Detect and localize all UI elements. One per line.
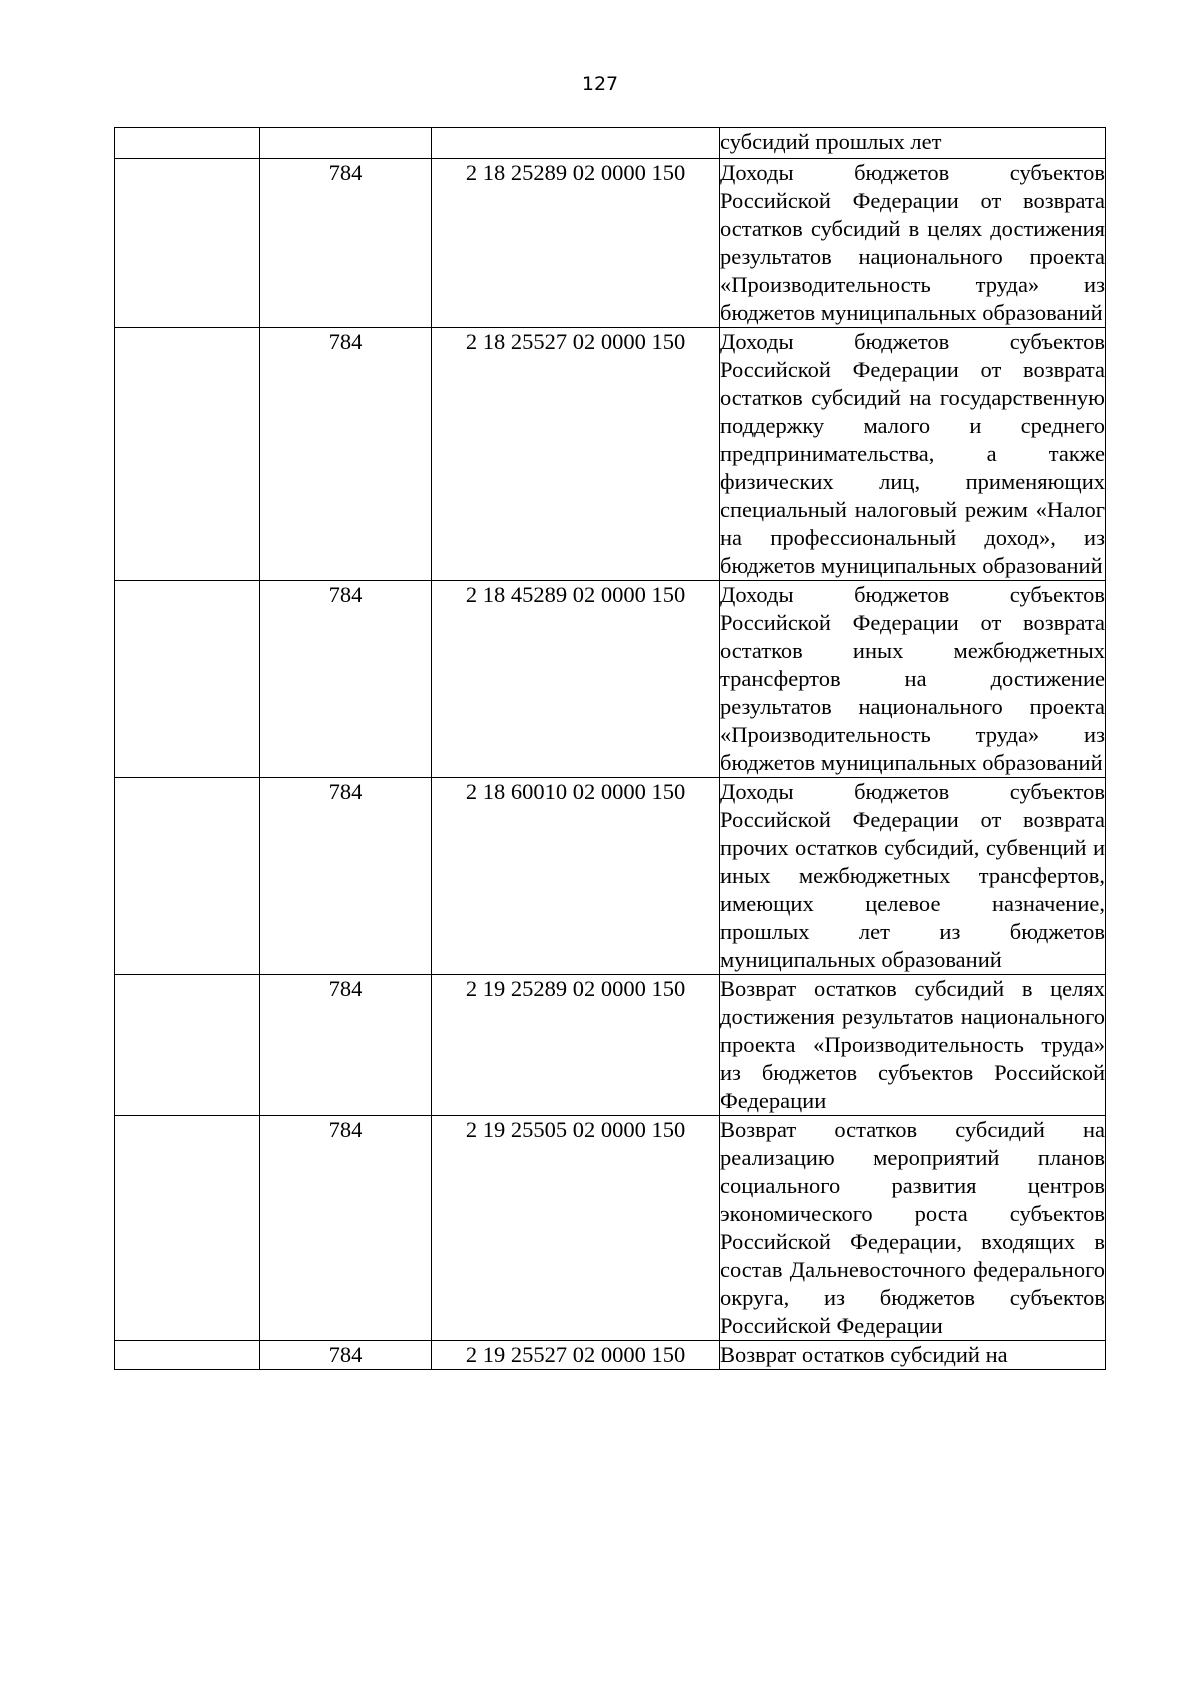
admin-code-cell: 784: [260, 581, 432, 778]
admin-code-cell: 784: [260, 1116, 432, 1341]
empty-cell: [115, 1341, 260, 1370]
table-row: [115, 1116, 1106, 1341]
continuation-text-cell: субсидий прошлых лет: [720, 128, 1106, 159]
empty-cell: [115, 1116, 260, 1341]
empty-cell: [115, 975, 260, 1116]
empty-cell: [115, 128, 260, 159]
empty-cell: [115, 328, 260, 581]
budget-code-cell: 2 19 25527 02 0000 150: [432, 1341, 720, 1370]
table-row: [115, 581, 1106, 778]
description-cell: Доходы бюджетов субъектов Российской Федерации от возврата остатков субсидий в целях достижения результатов национального проекта «Производительность труда» из бюджетов муниципальных образований: [720, 159, 1106, 328]
table-row: [115, 328, 1106, 581]
table-row: [115, 975, 1106, 1116]
description-cell: Возврат остатков субсидий в целях достижения результатов национального проекта «Производительность труда» из бюджетов субъектов Российской Федерации: [720, 975, 1106, 1116]
description-cell: Доходы бюджетов субъектов Российской Федерации от возврата прочих остатков субсидий, субвенций и иных межбюджетных трансфертов, имеющих целевое назначение, прошлых лет из бюджетов муниципальных образований: [720, 778, 1106, 975]
empty-cell: [115, 778, 260, 975]
budget-code-cell: 2 19 25505 02 0000 150: [432, 1116, 720, 1341]
table-row: [115, 128, 1106, 159]
page-number: 127: [581, 73, 619, 95]
description-cell: Доходы бюджетов субъектов Российской Федерации от возврата остатков субсидий на государственную поддержку малого и среднего предпринимательства, а также физических лиц, применяющих специальный налоговый режим «Налог на профессиональный доход», из бюджетов муниципальных образований: [720, 328, 1106, 581]
table-row: [115, 1341, 1106, 1370]
empty-cell: [260, 128, 432, 159]
budget-code-cell: 2 18 25527 02 0000 150: [432, 328, 720, 581]
empty-cell: [115, 581, 260, 778]
budget-code-cell: 2 18 45289 02 0000 150: [432, 581, 720, 778]
empty-cell: [432, 128, 720, 159]
description-cell: Возврат остатков субсидий на: [720, 1341, 1106, 1370]
admin-code-cell: 784: [260, 778, 432, 975]
budget-code-cell: 2 19 25289 02 0000 150: [432, 975, 720, 1116]
empty-cell: [115, 159, 260, 328]
table-row: [115, 778, 1106, 975]
admin-code-cell: 784: [260, 159, 432, 328]
admin-code-cell: 784: [260, 328, 432, 581]
description-cell: Доходы бюджетов субъектов Российской Федерации от возврата остатков иных межбюджетных трансфертов на достижение результатов национального проекта «Производительность труда» из бюджетов муниципальных образований: [720, 581, 1106, 778]
budget-code-cell: 2 18 25289 02 0000 150: [432, 159, 720, 328]
admin-code-cell: 784: [260, 975, 432, 1116]
budget-codes-table: [114, 127, 1106, 1370]
description-cell: Возврат остатков субсидий на реализацию мероприятий планов социального развития центров экономического роста субъектов Российской Федерации, входящих в состав Дальневосточного федерального округа, из бюджетов субъектов Российской Федерации: [720, 1116, 1106, 1341]
table-row: [115, 159, 1106, 328]
admin-code-cell: 784: [260, 1341, 432, 1370]
budget-code-cell: 2 18 60010 02 0000 150: [432, 778, 720, 975]
